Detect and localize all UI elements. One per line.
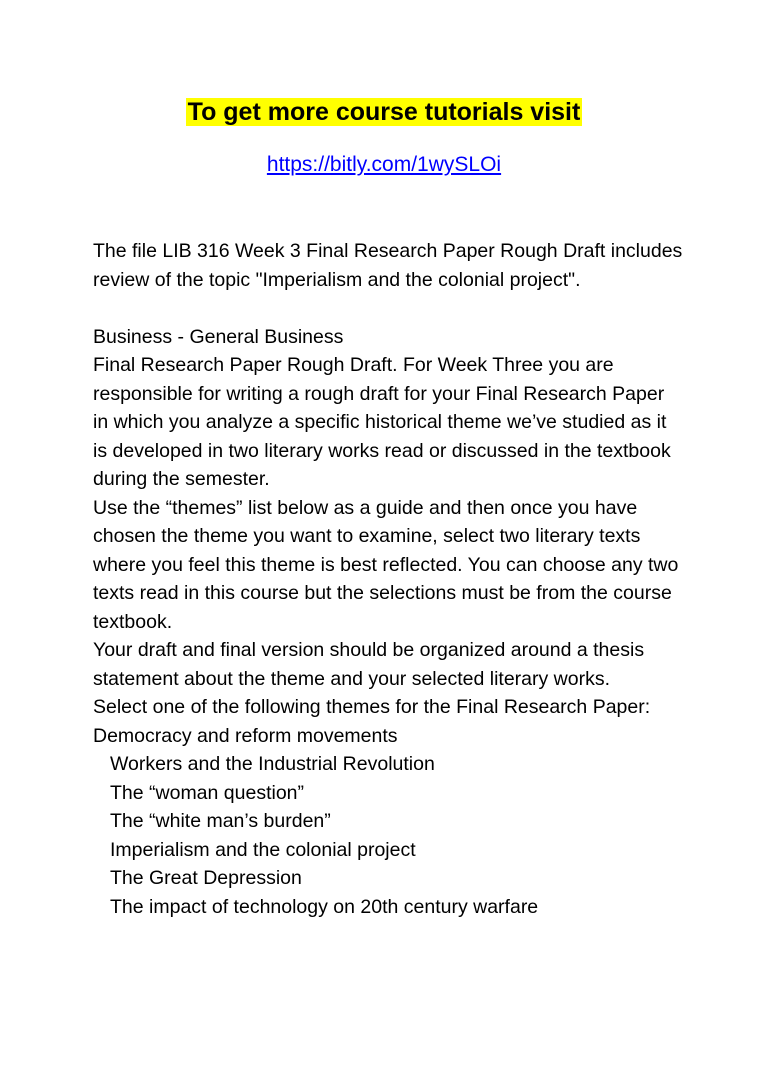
paragraph-gap <box>93 294 683 323</box>
document-body <box>93 237 683 921</box>
theme-item-label: The “woman question” <box>110 781 305 804</box>
theme-item <box>93 779 683 808</box>
theme-item <box>93 807 683 836</box>
theme-item <box>93 893 683 922</box>
theme-item-label: Imperialism and the colonial project <box>110 838 416 861</box>
promo-title <box>0 94 768 130</box>
theme-item <box>93 836 683 865</box>
category-line: Business - General Business <box>93 325 344 348</box>
theme-item-label: The “white man’s burden” <box>110 810 331 832</box>
theme-item-label: The impact of technology on 20th century warfare <box>110 895 539 918</box>
theme-item <box>93 750 683 779</box>
theme-item-label: The Great Depression <box>110 867 302 889</box>
promo-title-text: To get more course tutorials visit <box>187 98 581 126</box>
theme-item <box>93 864 683 893</box>
tutorial-link[interactable]: https://bitly.com/1wySLOi <box>266 153 502 176</box>
instructions-paragraph: Use the “themes” list below as a guide and then once you have chosen the theme you want to examine, select two literary texts where you feel this theme is best reflected. You can choose any two texts read in this course but the selections must be from the course textbook. <box>93 496 679 633</box>
theme-item-democracy: Democracy and reform movements <box>93 724 398 747</box>
theme-item-label: Workers and the Industrial Revolution <box>110 753 435 775</box>
themes-lead-in <box>93 693 683 750</box>
thesis-paragraph: Your draft and final version should be organized around a thesis statement about the theme and your selected literary works. <box>93 639 645 690</box>
assignment-paragraph: Final Research Paper Rough Draft. For Week Three you are responsible for writing a rough draft for your Final Research Paper in which you analyze a specific historical theme we’ve studied as it is developed in two literary works read or discussed in the textbook during the semester. <box>93 354 671 490</box>
intro-paragraph: The file LIB 316 Week 3 Final Research Paper Rough Draft includes review of the topic "Imperialism and the colonial project". <box>93 240 683 291</box>
themes-lead-in-text: Select one of the following themes for the Final Research Paper: <box>93 696 651 718</box>
